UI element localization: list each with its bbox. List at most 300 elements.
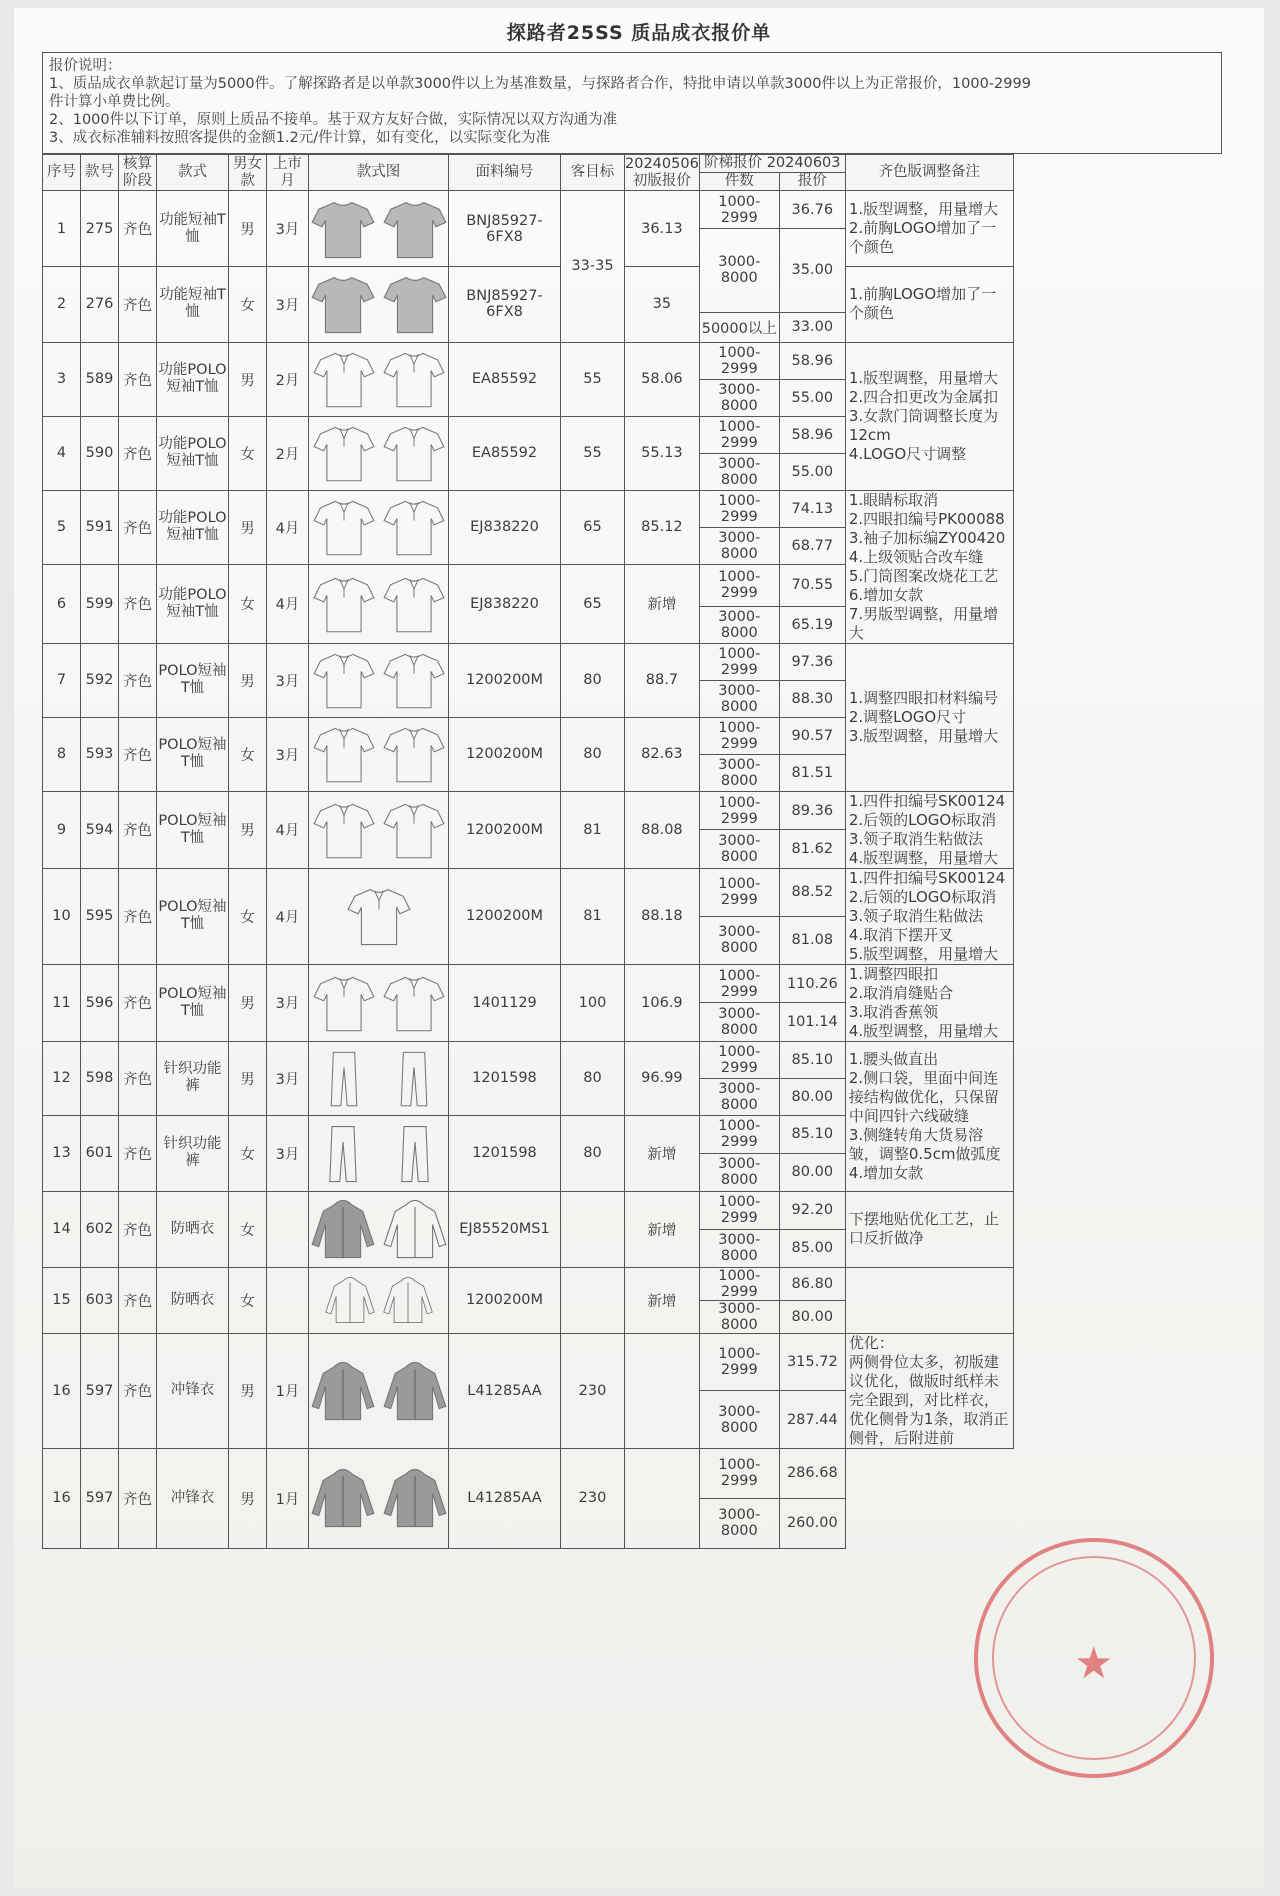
tier-qty: 3000-8000 bbox=[699, 527, 779, 564]
row-launch: 2月 bbox=[267, 342, 309, 416]
row-style-name: 功能POLO短袖T恤 bbox=[157, 564, 229, 643]
row-initial-quote: 58.06 bbox=[625, 342, 700, 416]
tier-qty: 3000-8000 bbox=[699, 453, 779, 490]
row-initial-quote: 88.08 bbox=[625, 791, 700, 868]
garment-thumbnails bbox=[309, 495, 448, 559]
row-target: 80 bbox=[561, 1041, 625, 1115]
row-stage: 齐色 bbox=[119, 868, 157, 964]
row-style-name: POLO短袖T恤 bbox=[157, 643, 229, 717]
jacket-sketch-icon bbox=[310, 1196, 376, 1262]
tier-price: 81.62 bbox=[779, 830, 845, 869]
row-style-no: 599 bbox=[81, 564, 119, 643]
shirt-sketch-icon bbox=[382, 495, 446, 559]
jacket-sketch-icon bbox=[310, 1358, 376, 1424]
row-style-name: 功能短袖T恤 bbox=[157, 191, 229, 267]
row-launch: 3月 bbox=[267, 643, 309, 717]
tier-qty: 1000-2999 bbox=[699, 1115, 779, 1153]
row-remark: 1.四件扣编号SK00124 2.后领的LOGO标取消 3.领子取消生粘做法 4.版型调整，用量增大 bbox=[845, 791, 1013, 868]
tier-price: 68.77 bbox=[779, 527, 845, 564]
row-style-no: 603 bbox=[81, 1267, 119, 1333]
row-target: 33-35 bbox=[561, 191, 625, 343]
garment-thumbnails bbox=[309, 971, 448, 1035]
row-seq: 12 bbox=[43, 1041, 81, 1115]
row-seq: 7 bbox=[43, 643, 81, 717]
row-style-no: 602 bbox=[81, 1191, 119, 1267]
row-launch: 3月 bbox=[267, 717, 309, 791]
tier-price: 81.08 bbox=[779, 916, 845, 964]
header-style-no: 款号 bbox=[81, 155, 119, 191]
row-initial-quote: 88.18 bbox=[625, 868, 700, 964]
row-style-name: 防晒衣 bbox=[157, 1267, 229, 1333]
row-style-name: 功能POLO短袖T恤 bbox=[157, 342, 229, 416]
row-style-name: 针织功能裤 bbox=[157, 1041, 229, 1115]
row-stage: 齐色 bbox=[119, 1191, 157, 1267]
row-target: 65 bbox=[561, 490, 625, 564]
row-style-image bbox=[309, 564, 449, 643]
row-fabric-code: EJ838220 bbox=[449, 564, 561, 643]
quote-notes bbox=[42, 52, 1222, 154]
row-initial-quote: 106.9 bbox=[625, 964, 700, 1041]
row-style-image bbox=[309, 964, 449, 1041]
row-style-image bbox=[309, 717, 449, 791]
row-remark bbox=[845, 1267, 1013, 1333]
garment-thumbnails bbox=[309, 722, 448, 786]
garment-thumbnails bbox=[309, 1274, 448, 1326]
row-fabric-code: 1200200M bbox=[449, 868, 561, 964]
row-gender: 女 bbox=[229, 868, 267, 964]
tier-qty: 3000-8000 bbox=[699, 830, 779, 869]
row-initial-quote: 36.13 bbox=[625, 191, 700, 267]
row-remark: 下摆地贴优化工艺，止口反折做净 bbox=[845, 1191, 1013, 1267]
row-seq: 11 bbox=[43, 964, 81, 1041]
tier-price: 260.00 bbox=[779, 1498, 845, 1548]
tier-price: 286.68 bbox=[779, 1448, 845, 1498]
row-gender: 女 bbox=[229, 1115, 267, 1191]
pants-sketch-icon bbox=[312, 1046, 376, 1110]
header-seq: 序号 bbox=[43, 155, 81, 191]
row-gender: 男 bbox=[229, 643, 267, 717]
row-launch: 4月 bbox=[267, 791, 309, 868]
row-launch: 4月 bbox=[267, 564, 309, 643]
row-launch: 4月 bbox=[267, 490, 309, 564]
row-stage: 齐色 bbox=[119, 416, 157, 490]
garment-thumbnails bbox=[309, 1196, 448, 1262]
row-target: 55 bbox=[561, 342, 625, 416]
shirt-sketch-icon bbox=[312, 495, 376, 559]
quote-sheet bbox=[14, 8, 1264, 1888]
row-fabric-code: EJ838220 bbox=[449, 490, 561, 564]
table-row bbox=[43, 643, 1014, 680]
garment-thumbnails bbox=[309, 196, 448, 262]
row-stage: 齐色 bbox=[119, 490, 157, 564]
row-seq: 15 bbox=[43, 1267, 81, 1333]
row-gender: 女 bbox=[229, 416, 267, 490]
header-stage: 核算阶段 bbox=[119, 155, 157, 191]
tier-price: 97.36 bbox=[779, 643, 845, 680]
row-seq: 8 bbox=[43, 717, 81, 791]
row-gender: 男 bbox=[229, 1041, 267, 1115]
row-initial-quote: 新增 bbox=[625, 1115, 700, 1191]
row-style-no: 276 bbox=[81, 267, 119, 343]
row-target: 230 bbox=[561, 1448, 625, 1548]
row-fabric-code: 1200200M bbox=[449, 791, 561, 868]
row-style-name: 功能POLO短袖T恤 bbox=[157, 490, 229, 564]
table-row bbox=[43, 267, 1014, 313]
row-style-name: 功能短袖T恤 bbox=[157, 267, 229, 343]
header-remark: 齐色版调整备注 bbox=[845, 155, 1013, 191]
tier-qty: 3000-8000 bbox=[699, 1003, 779, 1042]
tier-qty: 3000-8000 bbox=[699, 1153, 779, 1191]
shirt-sketch-icon bbox=[312, 722, 376, 786]
pants-sketch-icon bbox=[382, 1046, 446, 1110]
document-title: 探路者25SS 质品成衣报价单 bbox=[506, 22, 772, 44]
tier-price: 85.10 bbox=[779, 1041, 845, 1078]
row-style-no: 596 bbox=[81, 964, 119, 1041]
company-seal: ★ bbox=[974, 1538, 1214, 1778]
row-stage: 齐色 bbox=[119, 1448, 157, 1548]
row-style-image bbox=[309, 342, 449, 416]
shirt-sketch-icon bbox=[312, 798, 376, 862]
row-launch bbox=[267, 1267, 309, 1333]
row-gender: 女 bbox=[229, 564, 267, 643]
table-row bbox=[43, 342, 1014, 379]
row-target: 80 bbox=[561, 717, 625, 791]
table-row bbox=[43, 791, 1014, 830]
row-initial-quote: 85.12 bbox=[625, 490, 700, 564]
row-style-name: POLO短袖T恤 bbox=[157, 868, 229, 964]
notes-line: 1、质品成衣单款起订量为5000件。了解探路者是以单款3000件以上为基准数量，与探路者合作，特批申请以单款3000件以上为正常报价，1000-2999 bbox=[49, 76, 1031, 92]
shirt-sketch-icon bbox=[382, 798, 446, 862]
tier-price: 85.10 bbox=[779, 1115, 845, 1153]
tier-qty: 1000-2999 bbox=[699, 964, 779, 1003]
row-gender: 男 bbox=[229, 791, 267, 868]
tier-price: 89.36 bbox=[779, 791, 845, 830]
jacket-sketch-icon bbox=[324, 1274, 376, 1326]
tier-qty: 3000-8000 bbox=[699, 916, 779, 964]
header-qty: 件数 bbox=[699, 173, 779, 191]
shirt-sketch-icon bbox=[382, 572, 446, 636]
tier-qty: 1000-2999 bbox=[699, 191, 779, 229]
row-seq: 6 bbox=[43, 564, 81, 643]
tier-price: 101.14 bbox=[779, 1003, 845, 1042]
tier-qty: 1000-2999 bbox=[699, 490, 779, 527]
row-launch bbox=[267, 1191, 309, 1267]
row-gender: 男 bbox=[229, 1333, 267, 1448]
tier-price: 88.30 bbox=[779, 680, 845, 717]
garment-thumbnails bbox=[309, 1358, 448, 1424]
row-style-no: 594 bbox=[81, 791, 119, 868]
row-target: 65 bbox=[561, 564, 625, 643]
tier-qty: 3000-8000 bbox=[699, 680, 779, 717]
row-fabric-code: EJ85520MS1 bbox=[449, 1191, 561, 1267]
row-launch: 4月 bbox=[267, 868, 309, 964]
tier-qty: 1000-2999 bbox=[699, 1267, 779, 1300]
tier-price: 110.26 bbox=[779, 964, 845, 1003]
tier-qty: 3000-8000 bbox=[699, 1078, 779, 1115]
row-style-image bbox=[309, 490, 449, 564]
row-style-name: POLO短袖T恤 bbox=[157, 791, 229, 868]
pants-sketch-icon bbox=[382, 1120, 448, 1186]
row-stage: 齐色 bbox=[119, 964, 157, 1041]
tier-qty: 3000-8000 bbox=[699, 1391, 779, 1449]
header-image: 款式图 bbox=[309, 155, 449, 191]
row-style-no: 595 bbox=[81, 868, 119, 964]
notes-line: 2、1000件以下订单，原则上质品不接单。基于双方友好合做，实际情况以双方沟通为准 bbox=[49, 112, 618, 128]
row-fabric-code: 1200200M bbox=[449, 717, 561, 791]
notes-line: 3、成衣标准辅料按照客提供的金额1.2元/件计算，如有变化，以实际变化为准 bbox=[49, 130, 551, 146]
row-gender: 男 bbox=[229, 490, 267, 564]
row-fabric-code: L41285AA bbox=[449, 1448, 561, 1548]
tier-price: 58.96 bbox=[779, 416, 845, 453]
row-style-name: 防晒衣 bbox=[157, 1191, 229, 1267]
row-remark: 1.调整四眼扣材料编号 2.调整LOGO尺寸 3.版型调整，用量增大 bbox=[845, 643, 1013, 791]
tier-price: 90.57 bbox=[779, 717, 845, 754]
shirt-sketch-icon bbox=[310, 196, 376, 262]
shirt-sketch-icon bbox=[346, 883, 412, 949]
jacket-sketch-icon bbox=[382, 1196, 448, 1262]
row-initial-quote: 35 bbox=[625, 267, 700, 343]
row-seq: 1 bbox=[43, 191, 81, 267]
row-gender: 女 bbox=[229, 1267, 267, 1333]
tier-price: 81.51 bbox=[779, 754, 845, 791]
tier-price: 287.44 bbox=[779, 1391, 845, 1449]
row-style-image bbox=[309, 1041, 449, 1115]
row-stage: 齐色 bbox=[119, 342, 157, 416]
garment-thumbnails bbox=[309, 1046, 448, 1110]
row-fabric-code: 1200200M bbox=[449, 1267, 561, 1333]
shirt-sketch-icon bbox=[382, 271, 448, 337]
row-gender: 女 bbox=[229, 267, 267, 343]
row-style-no: 592 bbox=[81, 643, 119, 717]
row-stage: 齐色 bbox=[119, 564, 157, 643]
garment-thumbnails bbox=[309, 271, 448, 337]
row-remark: 1.四件扣编号SK00124 2.后领的LOGO标取消 3.领子取消生粘做法 4.取消下摆开叉 5.版型调整，用量增大 bbox=[845, 868, 1013, 964]
tier-qty: 1000-2999 bbox=[699, 416, 779, 453]
row-fabric-code: 1401129 bbox=[449, 964, 561, 1041]
row-target: 230 bbox=[561, 1333, 625, 1448]
row-gender: 女 bbox=[229, 1191, 267, 1267]
tier-qty: 1000-2999 bbox=[699, 791, 779, 830]
row-gender: 男 bbox=[229, 964, 267, 1041]
tier-price: 92.20 bbox=[779, 1191, 845, 1229]
tier-qty: 3000-8000 bbox=[699, 229, 779, 313]
row-stage: 齐色 bbox=[119, 1115, 157, 1191]
row-fabric-code: EA85592 bbox=[449, 342, 561, 416]
row-gender: 男 bbox=[229, 191, 267, 267]
tier-qty: 1000-2999 bbox=[699, 1333, 779, 1391]
row-gender: 男 bbox=[229, 1448, 267, 1548]
row-style-image bbox=[309, 1267, 449, 1333]
tier-price: 70.55 bbox=[779, 564, 845, 606]
row-target: 100 bbox=[561, 964, 625, 1041]
row-style-no: 275 bbox=[81, 191, 119, 267]
row-initial-quote bbox=[625, 1448, 700, 1548]
tier-price: 74.13 bbox=[779, 490, 845, 527]
tier-qty: 3000-8000 bbox=[699, 606, 779, 643]
header-initial-quote: 20240506初版报价 bbox=[625, 155, 699, 189]
row-target: 80 bbox=[561, 643, 625, 717]
header-tier-price: 报价 bbox=[779, 173, 845, 191]
shirt-sketch-icon bbox=[382, 722, 446, 786]
jacket-sketch-icon bbox=[310, 1465, 376, 1531]
tier-price: 36.76 bbox=[779, 191, 845, 229]
shirt-sketch-icon bbox=[382, 971, 446, 1035]
table-row bbox=[43, 490, 1014, 527]
row-remark: 1.腰头做直出 2.侧口袋，里面中间连接结构做优化，只保留中间四针六线破缝 3.侧缝转角大货易溶皱，调整0.5cm做弧度 4.增加女款 bbox=[845, 1041, 1013, 1191]
tier-price: 35.00 bbox=[779, 229, 845, 313]
garment-thumbnails bbox=[309, 572, 448, 636]
row-initial-quote: 新增 bbox=[625, 564, 700, 643]
tier-price: 65.19 bbox=[779, 606, 845, 643]
row-style-image bbox=[309, 643, 449, 717]
row-gender: 男 bbox=[229, 342, 267, 416]
tier-price: 58.96 bbox=[779, 342, 845, 379]
row-launch: 1月 bbox=[267, 1333, 309, 1448]
shirt-sketch-icon bbox=[382, 196, 448, 262]
row-target: 81 bbox=[561, 791, 625, 868]
tier-qty: 3000-8000 bbox=[699, 754, 779, 791]
row-launch: 2月 bbox=[267, 416, 309, 490]
row-style-image bbox=[309, 416, 449, 490]
shirt-sketch-icon bbox=[312, 347, 376, 411]
tier-qty: 1000-2999 bbox=[699, 1448, 779, 1498]
header-style: 款式 bbox=[157, 155, 229, 191]
row-fabric-code: 1201598 bbox=[449, 1041, 561, 1115]
row-style-image bbox=[309, 1115, 449, 1191]
tier-price: 88.52 bbox=[779, 868, 845, 916]
tier-qty: 1000-2999 bbox=[699, 643, 779, 680]
row-initial-quote: 新增 bbox=[625, 1191, 700, 1267]
row-style-image bbox=[309, 1333, 449, 1448]
row-fabric-code: BNJ85927-6FX8 bbox=[449, 267, 561, 343]
row-seq: 3 bbox=[43, 342, 81, 416]
tier-price: 55.00 bbox=[779, 453, 845, 490]
garment-thumbnails bbox=[309, 798, 448, 862]
quote-table bbox=[42, 154, 1014, 1549]
tier-qty: 1000-2999 bbox=[699, 717, 779, 754]
row-launch: 3月 bbox=[267, 191, 309, 267]
row-launch: 3月 bbox=[267, 964, 309, 1041]
jacket-sketch-icon bbox=[382, 1358, 448, 1424]
garment-thumbnails bbox=[309, 421, 448, 485]
tier-qty: 1000-2999 bbox=[699, 342, 779, 379]
pants-sketch-icon bbox=[310, 1120, 376, 1186]
row-target bbox=[561, 1267, 625, 1333]
row-style-image bbox=[309, 267, 449, 343]
table-row bbox=[43, 964, 1014, 1003]
row-seq: 5 bbox=[43, 490, 81, 564]
row-style-name: POLO短袖T恤 bbox=[157, 964, 229, 1041]
shirt-sketch-icon bbox=[312, 572, 376, 636]
row-target: 81 bbox=[561, 868, 625, 964]
row-stage: 齐色 bbox=[119, 1333, 157, 1448]
row-seq: 2 bbox=[43, 267, 81, 343]
tier-qty: 3000-8000 bbox=[699, 1498, 779, 1548]
row-initial-quote bbox=[625, 1333, 700, 1448]
shirt-sketch-icon bbox=[382, 347, 446, 411]
row-fabric-code: L41285AA bbox=[449, 1333, 561, 1448]
row-remark: 优化： 两侧骨位太多，初版建议优化，做版时纸样未完全跟到，对比样衣，优化侧骨为1条，取消正侧骨，后附进前 bbox=[845, 1333, 1013, 1448]
tier-price: 80.00 bbox=[779, 1153, 845, 1191]
tier-price: 55.00 bbox=[779, 379, 845, 416]
tier-qty: 3000-8000 bbox=[699, 1229, 779, 1267]
notes-line: 件计算小单费比例。 bbox=[49, 94, 180, 110]
row-remark: 1.版型调整，用量增大 2.前胸LOGO增加了一个颜色 bbox=[845, 191, 1013, 267]
table-row bbox=[43, 191, 1014, 229]
shirt-sketch-icon bbox=[312, 648, 376, 712]
row-stage: 齐色 bbox=[119, 717, 157, 791]
tier-qty: 1000-2999 bbox=[699, 868, 779, 916]
row-remark: 1.版型调整，用量增大 2.四合扣更改为金属扣 3.女款门筒调整长度为12cm 4.LOGO尺寸调整 bbox=[845, 342, 1013, 490]
table-row bbox=[43, 1333, 1014, 1391]
row-fabric-code: EA85592 bbox=[449, 416, 561, 490]
shirt-sketch-icon bbox=[312, 421, 376, 485]
row-style-image bbox=[309, 791, 449, 868]
row-initial-quote: 55.13 bbox=[625, 416, 700, 490]
row-seq: 10 bbox=[43, 868, 81, 964]
tier-price: 86.80 bbox=[779, 1267, 845, 1300]
table-row bbox=[43, 1191, 1014, 1229]
row-style-no: 593 bbox=[81, 717, 119, 791]
row-fabric-code: 1201598 bbox=[449, 1115, 561, 1191]
row-style-no: 589 bbox=[81, 342, 119, 416]
row-launch: 3月 bbox=[267, 267, 309, 343]
row-style-no: 597 bbox=[81, 1333, 119, 1448]
header-launch: 上市月 bbox=[267, 155, 309, 191]
row-fabric-code: BNJ85927-6FX8 bbox=[449, 191, 561, 267]
row-style-image bbox=[309, 1191, 449, 1267]
row-style-name: 冲锋衣 bbox=[157, 1448, 229, 1548]
row-launch: 3月 bbox=[267, 1115, 309, 1191]
row-stage: 齐色 bbox=[119, 643, 157, 717]
row-style-no: 590 bbox=[81, 416, 119, 490]
garment-thumbnails bbox=[309, 1120, 448, 1186]
garment-thumbnails bbox=[309, 347, 448, 411]
tier-price: 315.72 bbox=[779, 1333, 845, 1391]
tier-price: 85.00 bbox=[779, 1229, 845, 1267]
row-seq: 16 bbox=[43, 1448, 81, 1548]
header-fabric: 面料编号 bbox=[449, 155, 561, 191]
jacket-sketch-icon bbox=[382, 1274, 434, 1326]
row-remark: 1.眼睛标取消 2.四眼扣编号PK00088 3.袖子加标编ZY00420 4.上级领贴合改车缝 5.门筒图案改烧花工艺 6.增加女款 7.男版型调整，用量增大 bbox=[845, 490, 1013, 643]
tier-qty: 1000-2999 bbox=[699, 564, 779, 606]
row-style-no: 598 bbox=[81, 1041, 119, 1115]
header-gender: 男女款 bbox=[229, 155, 267, 191]
row-stage: 齐色 bbox=[119, 1041, 157, 1115]
header-tier-group: 阶梯报价 20240603 bbox=[699, 155, 845, 173]
tier-price: 80.00 bbox=[779, 1078, 845, 1115]
row-seq: 16 bbox=[43, 1333, 81, 1448]
shirt-sketch-icon bbox=[310, 271, 376, 337]
table-row bbox=[43, 868, 1014, 916]
row-gender: 女 bbox=[229, 717, 267, 791]
row-stage: 齐色 bbox=[119, 191, 157, 267]
jacket-sketch-icon bbox=[382, 1465, 448, 1531]
row-launch: 3月 bbox=[267, 1041, 309, 1115]
shirt-sketch-icon bbox=[382, 421, 446, 485]
table-row bbox=[43, 1267, 1014, 1300]
row-initial-quote: 88.7 bbox=[625, 643, 700, 717]
garment-thumbnails bbox=[309, 648, 448, 712]
row-seq: 13 bbox=[43, 1115, 81, 1191]
row-seq: 9 bbox=[43, 791, 81, 868]
row-style-image bbox=[309, 191, 449, 267]
tier-price: 33.00 bbox=[779, 312, 845, 342]
row-style-no: 591 bbox=[81, 490, 119, 564]
row-seq: 4 bbox=[43, 416, 81, 490]
row-style-no: 597 bbox=[81, 1448, 119, 1548]
row-style-name: 功能POLO短袖T恤 bbox=[157, 416, 229, 490]
